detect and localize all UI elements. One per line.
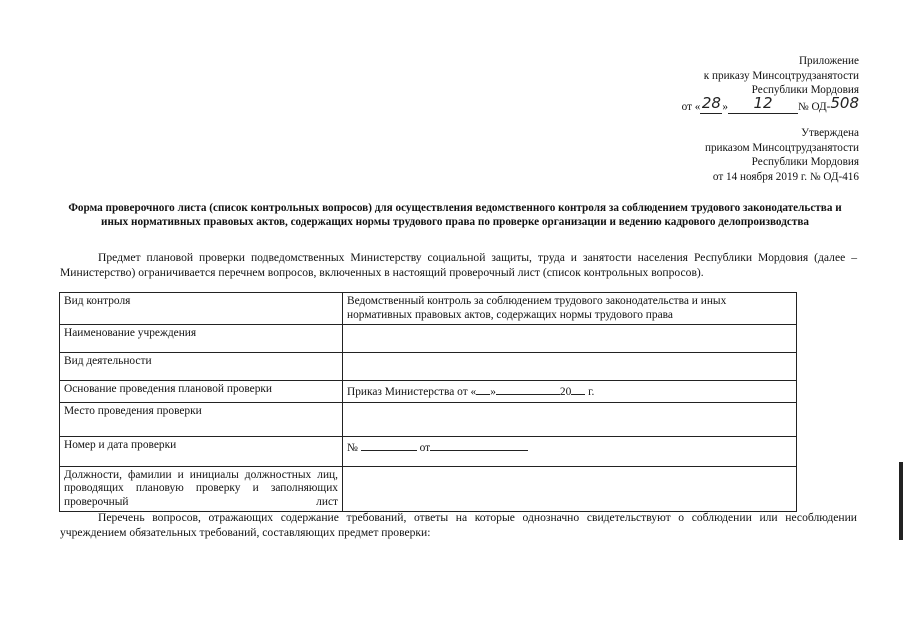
outro-paragraph: Перечень вопросов, отражающих содержание требований, ответы на которые однозначно свидетельствуют о соблюдении или несоблюдении учреждением обязательных требований, составляющих предмет проверки:	[60, 511, 857, 539]
appendix-date-line	[681, 93, 859, 115]
approved-header	[705, 126, 859, 184]
table-row	[60, 353, 797, 381]
table-row	[60, 325, 797, 353]
number-sign: №	[347, 441, 358, 454]
value-institution-name[interactable]	[343, 325, 797, 353]
value-activity-type[interactable]	[343, 353, 797, 381]
inspection-date-blank[interactable]	[430, 439, 528, 451]
approved-line-4: от 14 ноября 2019 г. № ОД-416	[712, 170, 859, 183]
value-inspection-basis[interactable]	[343, 381, 797, 403]
from-label: от	[419, 441, 431, 454]
table-row	[60, 466, 797, 512]
document-title: Форма проверочного листа (список контрольных вопросов) для осуществления ведомственного контроля за соблюдением трудового законодательства и иных нормативных правовых актов, содержащих нормы трудового права по проверке организации и ведению кадрового делопроизводства	[68, 202, 842, 229]
approved-line-3: Республики Мордовия	[751, 156, 859, 168]
appendix-date-mid: »	[722, 100, 728, 113]
table-row	[60, 436, 797, 466]
order-day-blank[interactable]	[476, 383, 490, 395]
label-institution-name: Наименование учреждения	[60, 325, 343, 353]
scan-edge-mark	[899, 462, 903, 540]
appendix-day-handwritten: 28	[701, 93, 721, 112]
label-inspection-basis: Основание проведения плановой проверки	[60, 381, 343, 403]
inspection-form-table	[59, 292, 797, 512]
table-row	[60, 293, 797, 325]
order-suffix: г.	[588, 386, 595, 398]
order-mid: »	[490, 386, 496, 398]
appendix-number-handwritten: 508	[830, 93, 859, 112]
appendix-date-prefix: от «	[681, 100, 701, 113]
order-month-blank[interactable]	[496, 383, 560, 395]
appendix-line-1: Приложение	[798, 55, 859, 67]
value-inspectors[interactable]	[343, 466, 797, 512]
label-inspection-number-date: Номер и дата проверки	[60, 436, 343, 466]
appendix-month-handwritten: 12	[753, 93, 773, 112]
label-control-type: Вид контроля	[60, 293, 343, 325]
order-year-blank[interactable]	[571, 383, 585, 395]
approved-line-1: Утверждена	[801, 127, 859, 139]
inspection-number-blank[interactable]	[361, 439, 417, 451]
label-inspectors: Должности, фамилии и инициалы должностных лиц, проводящих плановую проверку и заполняющих проверочный лист	[60, 466, 343, 512]
appendix-line-2: к приказу Минсоцтрудзанятости	[703, 69, 859, 82]
appendix-line-3: Республики Мордовия	[751, 84, 859, 96]
label-inspection-place: Место проведения проверки	[60, 402, 343, 436]
approved-line-2: приказом Минсоцтрудзанятости	[704, 141, 859, 154]
appendix-number-prefix: № ОД-	[798, 100, 831, 113]
appendix-day	[700, 93, 722, 114]
label-activity-type: Вид деятельности	[60, 353, 343, 381]
value-inspection-number-date[interactable]	[343, 436, 797, 466]
table-row	[60, 381, 797, 403]
value-inspection-place[interactable]	[343, 402, 797, 436]
order-prefix: Приказ Министерства от «	[347, 386, 477, 398]
intro-paragraph: Предмет плановой проверки подведомственных Министерству социальной защиты, труда и занятости населения Республики Мордовия (далее – Министерство) ограничивается перечнем вопросов, включенных в настоящий проверочный лист (список контрольных вопросов).	[60, 251, 857, 279]
value-control-type: Ведомственный контроль за соблюдением трудового законодательства и иных нормативных правовых актов, содержащих нормы трудового права	[343, 293, 797, 325]
appendix-header	[682, 54, 859, 114]
order-year: 20	[559, 386, 572, 398]
appendix-month	[728, 93, 798, 114]
table-row	[60, 402, 797, 436]
